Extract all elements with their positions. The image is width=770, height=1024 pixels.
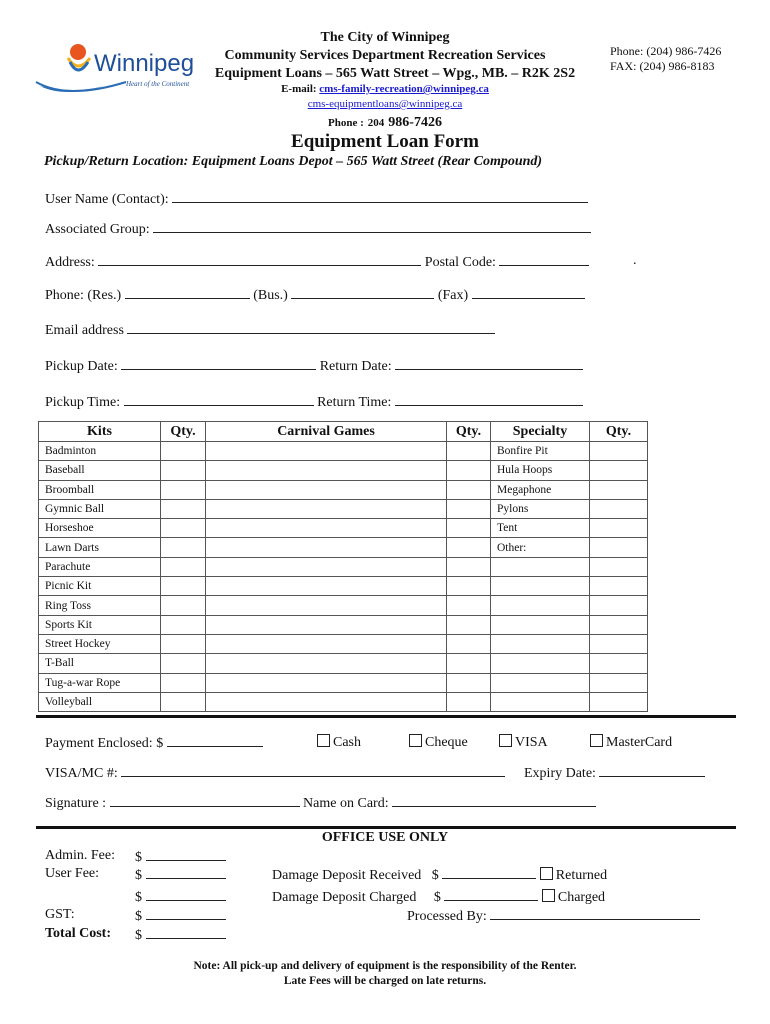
mastercard-label: MasterCard [606, 735, 673, 750]
table-row [39, 461, 648, 480]
dollar-sign: $ [433, 890, 441, 905]
kit-qty-cell[interactable] [161, 461, 206, 480]
return-time-field[interactable] [395, 393, 583, 406]
time-row [45, 393, 583, 411]
table-row [39, 442, 648, 461]
kit-qty-cell[interactable] [161, 538, 206, 557]
specialty-name-cell[interactable] [491, 615, 590, 634]
table-row [39, 615, 648, 634]
fee-line[interactable] [146, 907, 226, 920]
table-row [39, 577, 648, 596]
postal-field[interactable] [499, 253, 589, 266]
kit-name: Ring Toss [39, 596, 161, 615]
visa-option[interactable] [499, 734, 548, 751]
table-row [39, 673, 648, 692]
fee-line[interactable] [146, 888, 226, 901]
specialty-name: Bonfire Pit [491, 442, 590, 461]
email-address-field[interactable] [127, 321, 495, 334]
damage-received-label: Damage Deposit Received [272, 868, 422, 883]
total-cost-field[interactable] [135, 926, 226, 944]
checkbox-icon[interactable] [590, 734, 603, 747]
carnival-qty-cell[interactable] [447, 673, 491, 692]
address-label: Address: [45, 255, 95, 270]
group-row [45, 220, 591, 238]
table-row [39, 692, 648, 711]
header-qty: Qty. [447, 422, 491, 442]
header-department: Community Services Department Recreation Services [224, 48, 546, 63]
cheque-option[interactable] [409, 734, 468, 751]
specialty-name-cell[interactable] [491, 654, 590, 673]
kit-name: T-Ball [39, 654, 161, 673]
carnival-game-cell[interactable] [206, 538, 447, 557]
dollar-sign: $ [135, 928, 142, 943]
kit-name: Gymnic Ball [39, 499, 161, 518]
cash-option[interactable] [317, 734, 361, 751]
fee-line[interactable] [146, 848, 226, 861]
group-field[interactable] [153, 220, 591, 233]
fee-line[interactable] [146, 926, 226, 939]
user-name-row [45, 190, 588, 208]
specialty-qty-cell[interactable] [590, 673, 648, 692]
payment-amount-field[interactable] [167, 734, 263, 747]
equipment-table [38, 421, 648, 712]
kit-qty-cell[interactable] [161, 673, 206, 692]
phone-number: 986-7426 [388, 115, 442, 130]
specialty-name: Tent [491, 519, 590, 538]
carnival-game-cell[interactable] [206, 519, 447, 538]
specialty-qty-cell[interactable] [590, 461, 648, 480]
carnival-game-cell[interactable] [206, 557, 447, 576]
signature-row [45, 794, 596, 812]
processed-row [407, 907, 700, 925]
address-period: . [633, 253, 637, 268]
payment-enclosed-label: Payment Enclosed: $ [45, 736, 164, 751]
kit-qty-cell[interactable] [161, 654, 206, 673]
carnival-qty-cell[interactable] [447, 519, 491, 538]
name-on-card-field[interactable] [392, 794, 596, 807]
note-line-1: Note: All pick-up and delivery of equipment is the responsibility of the Renter. [193, 960, 577, 972]
table-header-row [39, 422, 648, 442]
checkbox-icon[interactable] [499, 734, 512, 747]
right-phone: Phone: (204) 986-7426 [610, 44, 722, 58]
carnival-game-cell[interactable] [206, 634, 447, 653]
email-address-label: Email address [45, 323, 124, 338]
divider [36, 826, 736, 829]
pickup-date-field[interactable] [121, 357, 316, 370]
specialty-qty-cell[interactable] [590, 596, 648, 615]
kit-name: Lawn Darts [39, 538, 161, 557]
kit-name: Street Hockey [39, 634, 161, 653]
divider [36, 715, 736, 718]
cheque-label: Cheque [425, 735, 468, 750]
group-label: Associated Group: [45, 222, 150, 237]
card-number-row [45, 764, 505, 782]
table-row [39, 538, 648, 557]
header-kits: Kits [39, 422, 161, 442]
city-logo [34, 38, 195, 98]
dollar-sign: $ [135, 850, 142, 865]
pickup-date-label: Pickup Date: [45, 359, 118, 374]
specialty-qty-cell[interactable] [590, 577, 648, 596]
specialty-qty-cell[interactable] [590, 654, 648, 673]
carnival-game-cell[interactable] [206, 442, 447, 461]
phone-res-label: Phone: (Res.) [45, 288, 122, 303]
carnival-game-cell[interactable] [206, 480, 447, 499]
email-label: E-mail: [281, 83, 317, 95]
kit-name: Tug-a-war Rope [39, 673, 161, 692]
subtotal-field[interactable] [135, 888, 226, 906]
signature-label: Signature : [45, 796, 107, 811]
table-row [39, 654, 648, 673]
email-link-equipment[interactable]: cms-equipmentloans@winnipeg.ca [307, 98, 463, 110]
payment-row [45, 734, 263, 752]
header-phone-row [170, 113, 600, 131]
kit-name: Picnic Kit [39, 577, 161, 596]
carnival-qty-cell[interactable] [447, 499, 491, 518]
carnival-qty-cell[interactable] [447, 596, 491, 615]
kit-qty-cell[interactable] [161, 499, 206, 518]
carnival-qty-cell[interactable] [447, 557, 491, 576]
user-fee-field[interactable] [135, 866, 226, 884]
kit-name: Sports Kit [39, 615, 161, 634]
carnival-game-cell[interactable] [206, 692, 447, 711]
kit-qty-cell[interactable] [161, 596, 206, 615]
logo-tagline: Heart of the Continent [126, 80, 190, 88]
specialty-name-cell[interactable] [491, 673, 590, 692]
cash-label: Cash [333, 735, 361, 750]
right-fax: FAX: (204) 986-8183 [610, 59, 715, 73]
user-name-label: User Name (Contact): [45, 192, 169, 207]
expiry-row [524, 764, 705, 782]
user-name-field[interactable] [172, 190, 588, 203]
specialty-qty-cell[interactable] [590, 634, 648, 653]
email-link-family[interactable]: cms-family-recreation@winnipeg.ca [319, 83, 489, 95]
kit-qty-cell[interactable] [161, 519, 206, 538]
specialty-name: Hula Hoops [491, 461, 590, 480]
dollar-sign: $ [135, 890, 142, 905]
office-use-title: OFFICE USE ONLY [321, 830, 449, 845]
kit-name: Volleyball [39, 692, 161, 711]
damage-charged-label: Damage Deposit Charged [272, 890, 417, 905]
processed-label: Processed By: [407, 909, 487, 924]
specialty-name: Megaphone [491, 480, 590, 499]
email-row [45, 321, 495, 339]
checkbox-icon[interactable] [409, 734, 422, 747]
card-number-field[interactable] [121, 764, 505, 777]
logo-wordmark: Winnipeg [94, 50, 195, 77]
admin-fee-label: Admin. Fee: [45, 848, 115, 863]
kit-qty-cell[interactable] [161, 634, 206, 653]
pickup-time-field[interactable] [124, 393, 314, 406]
table-row [39, 634, 648, 653]
returned-label: Returned [555, 868, 608, 883]
header-qty: Qty. [590, 422, 648, 442]
phone-bus-field[interactable] [291, 286, 434, 299]
specialty-qty-cell[interactable] [590, 692, 648, 711]
carnival-game-cell[interactable] [206, 615, 447, 634]
note-line-2: Late Fees will be charged on late returns. [283, 975, 487, 987]
fax-label: (Fax) [437, 288, 469, 303]
kit-qty-cell[interactable] [161, 577, 206, 596]
name-on-card-label: Name on Card: [303, 796, 389, 811]
carnival-game-cell[interactable] [206, 654, 447, 673]
kit-qty-cell[interactable] [161, 557, 206, 576]
specialty-name-cell[interactable] [491, 577, 590, 596]
specialty-qty-cell[interactable] [590, 442, 648, 461]
kit-name: Broomball [39, 480, 161, 499]
phone-row [45, 286, 585, 304]
pickup-time-label: Pickup Time: [45, 395, 121, 410]
address-row [45, 253, 589, 271]
header-qty: Qty. [161, 422, 206, 442]
carnival-qty-cell[interactable] [447, 538, 491, 557]
charged-checkbox[interactable] [542, 889, 555, 902]
carnival-game-cell[interactable] [206, 596, 447, 615]
table-row [39, 596, 648, 615]
phone-bus-label: (Bus.) [253, 288, 288, 303]
postal-label: Postal Code: [424, 255, 496, 270]
specialty-qty-cell[interactable] [590, 538, 648, 557]
specialty-qty-cell[interactable] [590, 557, 648, 576]
admin-fee-field[interactable] [135, 848, 226, 866]
kit-qty-cell[interactable] [161, 480, 206, 499]
carnival-qty-cell[interactable] [447, 692, 491, 711]
kit-name: Badminton [39, 442, 161, 461]
phone-label: Phone : [328, 117, 364, 129]
damage-charged-row [272, 888, 605, 906]
fee-line[interactable] [146, 866, 226, 879]
mastercard-option[interactable] [590, 734, 672, 751]
kit-name: Parachute [39, 557, 161, 576]
dollar-sign: $ [431, 868, 439, 883]
return-time-label: Return Time: [317, 395, 392, 410]
damage-received-field[interactable] [442, 866, 536, 879]
kit-name: Baseball [39, 461, 161, 480]
carnival-qty-cell[interactable] [447, 577, 491, 596]
header-address: Equipment Loans – 565 Watt Street – Wpg., MB. – R2K 2S2 [214, 66, 576, 81]
carnival-qty-cell[interactable] [447, 615, 491, 634]
specialty-qty-cell[interactable] [590, 615, 648, 634]
gst-label: GST: [45, 907, 75, 922]
kit-qty-cell[interactable] [161, 692, 206, 711]
damage-received-row [272, 866, 607, 884]
carnival-qty-cell[interactable] [447, 442, 491, 461]
table-row [39, 499, 648, 518]
kit-name: Horseshoe [39, 519, 161, 538]
phone-res-field[interactable] [125, 286, 250, 299]
date-row [45, 357, 583, 375]
carnival-qty-cell[interactable] [447, 461, 491, 480]
table-row [39, 557, 648, 576]
address-field[interactable] [98, 253, 421, 266]
carnival-qty-cell[interactable] [447, 654, 491, 673]
phone-area: 204 [367, 117, 385, 129]
carnival-game-cell[interactable] [206, 577, 447, 596]
dollar-sign: $ [135, 868, 142, 883]
form-subtitle: Pickup/Return Location: Equipment Loans Depot – 565 Watt Street (Rear Compound) [44, 154, 543, 169]
header-email-row [170, 83, 600, 95]
specialty-name-cell[interactable] [491, 557, 590, 576]
header-carnival-games: Carnival Games [206, 422, 447, 442]
specialty-qty-cell[interactable] [590, 480, 648, 499]
card-number-label: VISA/MC #: [45, 766, 118, 781]
carnival-qty-cell[interactable] [447, 480, 491, 499]
dollar-sign: $ [135, 909, 142, 924]
visa-label: VISA [515, 735, 548, 750]
charged-label: Charged [557, 890, 606, 905]
return-date-field[interactable] [395, 357, 583, 370]
kit-qty-cell[interactable] [161, 615, 206, 634]
specialty-name: Other: [491, 538, 590, 557]
specialty-name-cell[interactable] [491, 634, 590, 653]
expiry-field[interactable] [599, 764, 705, 777]
carnival-game-cell[interactable] [206, 461, 447, 480]
table-row [39, 480, 648, 499]
checkbox-icon[interactable] [317, 734, 330, 747]
specialty-name-cell[interactable] [491, 596, 590, 615]
specialty-qty-cell[interactable] [590, 519, 648, 538]
returned-checkbox[interactable] [540, 867, 553, 880]
gst-field[interactable] [135, 907, 226, 925]
carnival-game-cell[interactable] [206, 673, 447, 692]
form-title: Equipment Loan Form [291, 131, 479, 152]
return-date-label: Return Date: [319, 359, 392, 374]
user-fee-label: User Fee: [45, 866, 100, 881]
specialty-qty-cell[interactable] [590, 499, 648, 518]
specialty-name-cell[interactable] [491, 692, 590, 711]
specialty-name: Pylons [491, 499, 590, 518]
header-specialty: Specialty [491, 422, 590, 442]
carnival-qty-cell[interactable] [447, 634, 491, 653]
signature-field[interactable] [110, 794, 300, 807]
carnival-game-cell[interactable] [206, 499, 447, 518]
expiry-label: Expiry Date: [524, 766, 596, 781]
damage-charged-field[interactable] [444, 888, 538, 901]
total-cost-label: Total Cost: [45, 926, 111, 941]
kit-qty-cell[interactable] [161, 442, 206, 461]
header-city: The City of Winnipeg [320, 30, 450, 45]
table-row [39, 519, 648, 538]
processed-field[interactable] [490, 907, 700, 920]
fax-field[interactable] [472, 286, 585, 299]
